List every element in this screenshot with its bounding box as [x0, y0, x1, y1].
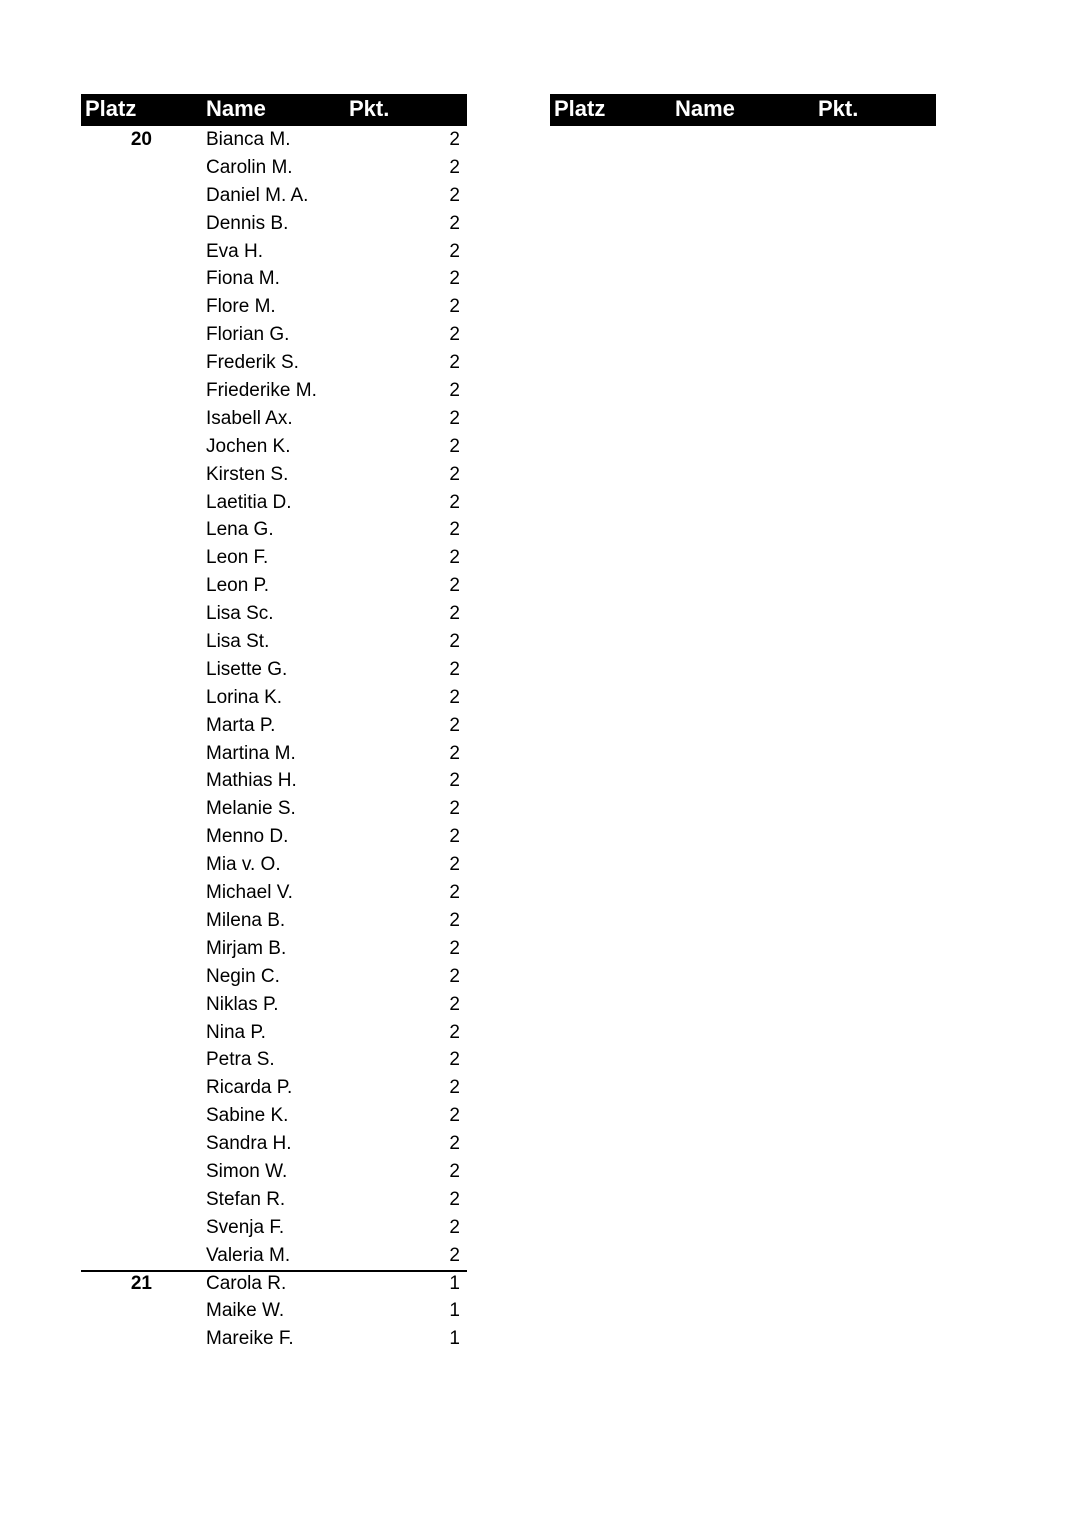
pkt-cell: 2: [449, 1021, 460, 1043]
table-row: [81, 767, 467, 795]
name-cell: Dennis B.: [206, 212, 289, 234]
name-cell: Svenja F.: [206, 1216, 285, 1238]
table-row: [81, 405, 467, 433]
name-cell: Stefan R.: [206, 1188, 286, 1210]
name-cell: Michael V.: [206, 882, 293, 904]
name-cell: Lisette G.: [206, 658, 288, 680]
name-cell: Maike W.: [206, 1300, 285, 1322]
name-cell: Isabell Ax.: [206, 407, 293, 429]
table-row: [81, 1186, 467, 1214]
pkt-cell: 1: [449, 1272, 460, 1294]
name-cell: Carola R.: [206, 1272, 287, 1294]
name-cell: Martina M.: [206, 742, 296, 764]
name-cell: Leon F.: [206, 547, 269, 569]
table-row: [81, 1102, 467, 1130]
name-cell: Ricarda P.: [206, 1077, 293, 1099]
name-cell: Milena B.: [206, 909, 286, 931]
table-row: [81, 1270, 467, 1298]
name-cell: Lisa Sc.: [206, 603, 274, 625]
table-row: [81, 1242, 467, 1270]
pkt-cell: 2: [449, 882, 460, 904]
header-name: Name: [675, 96, 735, 121]
name-cell: Eva H.: [206, 240, 264, 262]
pkt-cell: 2: [449, 156, 460, 178]
pkt-cell: 2: [449, 1133, 460, 1155]
name-cell: Lena G.: [206, 519, 274, 541]
table-row: [81, 1297, 467, 1325]
ranking-table-right: [550, 94, 936, 126]
header-platz: Platz: [85, 96, 137, 121]
name-cell: Lorina K.: [206, 686, 283, 708]
name-cell: Simon W.: [206, 1160, 288, 1182]
name-cell: Lisa St.: [206, 631, 270, 653]
table-row: [81, 991, 467, 1019]
pkt-cell: 2: [449, 603, 460, 625]
pkt-cell: 2: [449, 993, 460, 1015]
table-header: [550, 94, 936, 126]
pkt-cell: 2: [449, 129, 460, 150]
pkt-cell: 2: [449, 631, 460, 653]
table-row: [81, 154, 467, 182]
table-row: [81, 182, 467, 210]
pkt-cell: 2: [449, 296, 460, 318]
table-row: [81, 544, 467, 572]
pkt-cell: 2: [449, 184, 460, 206]
pkt-cell: 2: [449, 1216, 460, 1238]
table-row: [81, 433, 467, 461]
pkt-cell: 2: [449, 714, 460, 736]
name-cell: Menno D.: [206, 826, 289, 848]
pkt-cell: 2: [449, 770, 460, 792]
ranking-table-left: [81, 94, 467, 1353]
pkt-cell: 2: [449, 1049, 460, 1071]
name-cell: Petra S.: [206, 1049, 275, 1071]
table-row: [81, 516, 467, 544]
header-platz: Platz: [554, 96, 606, 121]
table-row: [81, 795, 467, 823]
table-row: [81, 377, 467, 405]
platz-cell: 20: [130, 129, 152, 150]
table-row: [81, 963, 467, 991]
table-row: [81, 740, 467, 768]
name-cell: Leon P.: [206, 575, 270, 597]
table-row: [81, 321, 467, 349]
name-cell: Flore M.: [206, 296, 276, 318]
pkt-cell: 2: [449, 519, 460, 541]
pkt-cell: 2: [449, 909, 460, 931]
name-cell: Sabine K.: [206, 1105, 289, 1127]
name-cell: Melanie S.: [206, 798, 296, 820]
table-row: [81, 1130, 467, 1158]
pkt-cell: 2: [449, 212, 460, 234]
pkt-cell: 2: [449, 352, 460, 374]
table-body: [81, 126, 467, 1353]
pkt-cell: 2: [449, 268, 460, 290]
pkt-cell: 2: [449, 1244, 460, 1266]
table-row: [81, 628, 467, 656]
header-pkt: Pkt.: [818, 96, 859, 121]
table-row: [81, 600, 467, 628]
pkt-cell: 2: [449, 407, 460, 429]
pkt-cell: 2: [449, 658, 460, 680]
table-row: [81, 489, 467, 517]
pkt-cell: 2: [449, 240, 460, 262]
name-cell: Mareike F.: [206, 1328, 294, 1350]
table-row: [81, 656, 467, 684]
table-row: [81, 851, 467, 879]
name-cell: Florian G.: [206, 324, 290, 346]
pkt-cell: 2: [449, 798, 460, 820]
name-cell: Jochen K.: [206, 435, 291, 457]
table-row: [81, 823, 467, 851]
table-row: [81, 461, 467, 489]
name-cell: Mirjam B.: [206, 937, 287, 959]
table-row: [81, 1046, 467, 1074]
header-pkt: Pkt.: [349, 96, 390, 121]
pkt-cell: 2: [449, 547, 460, 569]
pkt-cell: 1: [449, 1328, 460, 1350]
pkt-cell: 1: [449, 1300, 460, 1322]
pkt-cell: 2: [449, 854, 460, 876]
pkt-cell: 2: [449, 380, 460, 402]
table-row: [81, 1158, 467, 1186]
pkt-cell: 2: [449, 686, 460, 708]
name-cell: Mathias H.: [206, 770, 297, 792]
name-cell: Friederike M.: [206, 380, 317, 402]
name-cell: Fiona M.: [206, 268, 280, 290]
table-header: [81, 94, 467, 126]
table-row: [81, 265, 467, 293]
table-row: [81, 879, 467, 907]
table-row: [81, 1074, 467, 1102]
pkt-cell: 2: [449, 575, 460, 597]
table-row: [81, 238, 467, 266]
table-row: [81, 1019, 467, 1047]
table-row: [81, 572, 467, 600]
pkt-cell: 2: [449, 435, 460, 457]
table-row: [81, 1214, 467, 1242]
name-cell: Marta P.: [206, 714, 276, 736]
table-row: [81, 210, 467, 238]
table-row: [81, 907, 467, 935]
pkt-cell: 2: [449, 965, 460, 987]
pkt-cell: 2: [449, 324, 460, 346]
name-cell: Mia v. O.: [206, 854, 281, 876]
header-name: Name: [206, 96, 266, 121]
name-cell: Bianca M.: [206, 129, 291, 150]
pkt-cell: 2: [449, 742, 460, 764]
pkt-cell: 2: [449, 463, 460, 485]
name-cell: Negin C.: [206, 965, 280, 987]
table-row: [81, 126, 467, 154]
table-row: [81, 1325, 467, 1353]
name-cell: Carolin M.: [206, 156, 293, 178]
name-cell: Daniel M. A.: [206, 184, 309, 206]
table-row: [81, 293, 467, 321]
pkt-cell: 2: [449, 491, 460, 513]
pkt-cell: 2: [449, 1160, 460, 1182]
table-row: [81, 684, 467, 712]
pkt-cell: 2: [449, 1188, 460, 1210]
pkt-cell: 2: [449, 826, 460, 848]
name-cell: Frederik S.: [206, 352, 299, 374]
pkt-cell: 2: [449, 937, 460, 959]
name-cell: Laetitia D.: [206, 491, 292, 513]
name-cell: Kirsten S.: [206, 463, 289, 485]
pkt-cell: 2: [449, 1077, 460, 1099]
table-row: [81, 935, 467, 963]
pkt-cell: 2: [449, 1105, 460, 1127]
table-row: [81, 349, 467, 377]
name-cell: Sandra H.: [206, 1133, 292, 1155]
name-cell: Valeria M.: [206, 1244, 291, 1266]
table-row: [81, 712, 467, 740]
platz-cell: 21: [130, 1272, 152, 1294]
name-cell: Niklas P.: [206, 993, 279, 1015]
name-cell: Nina P.: [206, 1021, 266, 1043]
